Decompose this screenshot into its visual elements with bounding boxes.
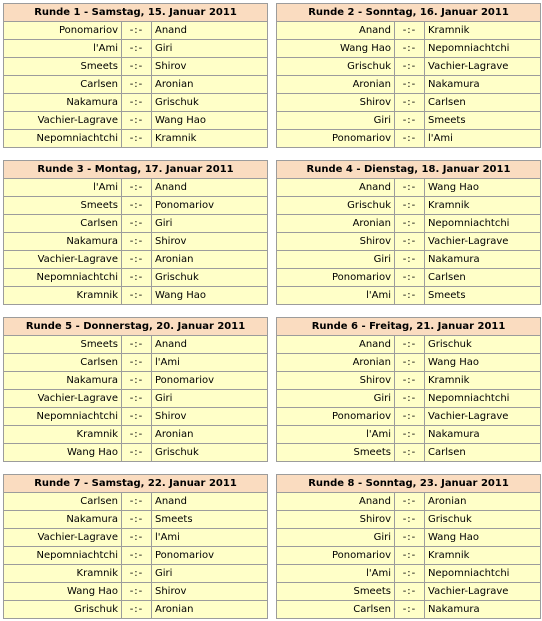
- black-player: Giri: [152, 215, 268, 233]
- white-player: Giri: [277, 390, 395, 408]
- round-table: [3, 474, 268, 619]
- game-score: -:-: [395, 547, 425, 565]
- game-score: -:-: [122, 426, 152, 444]
- game-score: -:-: [122, 444, 152, 462]
- game-row: [4, 215, 268, 233]
- game-score: -:-: [122, 130, 152, 148]
- game-score: -:-: [122, 94, 152, 112]
- round-table: [3, 160, 268, 305]
- game-row: [277, 511, 541, 529]
- round-table: [276, 317, 541, 462]
- game-row: [277, 215, 541, 233]
- game-score: -:-: [395, 40, 425, 58]
- game-row: [4, 426, 268, 444]
- game-row: [277, 408, 541, 426]
- game-row: [4, 547, 268, 565]
- black-player: Wang Hao: [425, 529, 541, 547]
- black-player: Grischuk: [152, 269, 268, 287]
- black-player: Anand: [152, 336, 268, 354]
- white-player: Kramnik: [4, 565, 122, 583]
- white-player: Wang Hao: [277, 40, 395, 58]
- game-row: [277, 583, 541, 601]
- game-row: [277, 179, 541, 197]
- game-score: -:-: [122, 58, 152, 76]
- black-player: Nepomniachtchi: [425, 215, 541, 233]
- white-player: Ponomariov: [277, 269, 395, 287]
- game-score: -:-: [395, 58, 425, 76]
- game-row: [277, 372, 541, 390]
- white-player: Ponomariov: [277, 547, 395, 565]
- white-player: l'Ami: [277, 565, 395, 583]
- game-row: [4, 130, 268, 148]
- black-player: Nepomniachtchi: [425, 390, 541, 408]
- game-row: [277, 197, 541, 215]
- black-player: Shirov: [152, 583, 268, 601]
- black-player: Kramnik: [425, 372, 541, 390]
- round-table: [276, 474, 541, 619]
- game-row: [4, 601, 268, 619]
- white-player: Wang Hao: [4, 444, 122, 462]
- round-table: [3, 3, 268, 148]
- round-title: Runde 2 - Sonntag, 16. Januar 2011: [277, 4, 541, 22]
- game-score: -:-: [122, 269, 152, 287]
- game-score: -:-: [122, 179, 152, 197]
- game-row: [277, 493, 541, 511]
- white-player: Vachier-Lagrave: [4, 251, 122, 269]
- round-table: [3, 317, 268, 462]
- black-player: l'Ami: [425, 130, 541, 148]
- game-score: -:-: [395, 269, 425, 287]
- game-score: -:-: [122, 197, 152, 215]
- game-row: [277, 269, 541, 287]
- white-player: Carlsen: [4, 493, 122, 511]
- round-title: Runde 6 - Freitag, 21. Januar 2011: [277, 318, 541, 336]
- white-player: Vachier-Lagrave: [4, 390, 122, 408]
- black-player: Aronian: [152, 76, 268, 94]
- white-player: Nakamura: [4, 372, 122, 390]
- game-row: [4, 22, 268, 40]
- game-score: -:-: [395, 94, 425, 112]
- game-score: -:-: [122, 251, 152, 269]
- game-score: -:-: [122, 547, 152, 565]
- white-player: Kramnik: [4, 426, 122, 444]
- game-row: [277, 130, 541, 148]
- round-table: [276, 3, 541, 148]
- white-player: Anand: [277, 336, 395, 354]
- white-player: Vachier-Lagrave: [4, 112, 122, 130]
- round-title: Runde 3 - Montag, 17. Januar 2011: [4, 161, 268, 179]
- game-score: -:-: [395, 408, 425, 426]
- white-player: Ponomariov: [277, 408, 395, 426]
- white-player: Nakamura: [4, 94, 122, 112]
- black-player: Shirov: [152, 408, 268, 426]
- black-player: Nepomniachtchi: [425, 40, 541, 58]
- game-score: -:-: [122, 372, 152, 390]
- white-player: Grischuk: [4, 601, 122, 619]
- black-player: l'Ami: [152, 354, 268, 372]
- white-player: Anand: [277, 179, 395, 197]
- game-score: -:-: [122, 112, 152, 130]
- game-row: [4, 583, 268, 601]
- white-player: l'Ami: [4, 40, 122, 58]
- game-row: [4, 112, 268, 130]
- black-player: Vachier-Lagrave: [425, 233, 541, 251]
- black-player: Grischuk: [152, 444, 268, 462]
- white-player: Shirov: [277, 233, 395, 251]
- game-score: -:-: [122, 601, 152, 619]
- game-row: [277, 444, 541, 462]
- game-row: [4, 94, 268, 112]
- black-player: Ponomariov: [152, 547, 268, 565]
- white-player: Anand: [277, 22, 395, 40]
- white-player: Smeets: [4, 336, 122, 354]
- black-player: Smeets: [152, 511, 268, 529]
- game-row: [277, 58, 541, 76]
- game-score: -:-: [122, 529, 152, 547]
- game-row: [4, 354, 268, 372]
- white-player: Nakamura: [4, 233, 122, 251]
- white-player: Smeets: [4, 58, 122, 76]
- game-score: -:-: [395, 197, 425, 215]
- white-player: Grischuk: [277, 58, 395, 76]
- round-title: Runde 5 - Donnerstag, 20. Januar 2011: [4, 318, 268, 336]
- game-score: -:-: [395, 22, 425, 40]
- black-player: Smeets: [425, 287, 541, 305]
- white-player: l'Ami: [4, 179, 122, 197]
- white-player: Carlsen: [4, 215, 122, 233]
- game-score: -:-: [395, 601, 425, 619]
- game-score: -:-: [122, 233, 152, 251]
- round-title: Runde 4 - Dienstag, 18. Januar 2011: [277, 161, 541, 179]
- game-row: [277, 94, 541, 112]
- black-player: Ponomariov: [152, 372, 268, 390]
- black-player: Carlsen: [425, 94, 541, 112]
- black-player: l'Ami: [152, 529, 268, 547]
- game-row: [4, 390, 268, 408]
- black-player: Shirov: [152, 58, 268, 76]
- game-score: -:-: [122, 354, 152, 372]
- black-player: Nakamura: [425, 76, 541, 94]
- white-player: Giri: [277, 529, 395, 547]
- black-player: Kramnik: [425, 547, 541, 565]
- game-row: [277, 76, 541, 94]
- game-row: [4, 287, 268, 305]
- white-player: Shirov: [277, 511, 395, 529]
- black-player: Aronian: [152, 426, 268, 444]
- black-player: Grischuk: [425, 511, 541, 529]
- black-player: Vachier-Lagrave: [425, 58, 541, 76]
- game-row: [4, 40, 268, 58]
- white-player: Grischuk: [277, 197, 395, 215]
- round-table: [276, 160, 541, 305]
- game-score: -:-: [395, 287, 425, 305]
- black-player: Kramnik: [425, 197, 541, 215]
- white-player: Ponomariov: [4, 22, 122, 40]
- black-player: Anand: [152, 179, 268, 197]
- round-title: Runde 7 - Samstag, 22. Januar 2011: [4, 475, 268, 493]
- white-player: Aronian: [277, 76, 395, 94]
- white-player: Nepomniachtchi: [4, 547, 122, 565]
- white-player: Giri: [277, 251, 395, 269]
- black-player: Grischuk: [425, 336, 541, 354]
- white-player: Kramnik: [4, 287, 122, 305]
- black-player: Kramnik: [152, 130, 268, 148]
- game-row: [277, 426, 541, 444]
- white-player: Aronian: [277, 354, 395, 372]
- white-player: Nakamura: [4, 511, 122, 529]
- black-player: Carlsen: [425, 269, 541, 287]
- round-title: Runde 1 - Samstag, 15. Januar 2011: [4, 4, 268, 22]
- game-score: -:-: [395, 112, 425, 130]
- white-player: Carlsen: [277, 601, 395, 619]
- game-row: [277, 354, 541, 372]
- black-player: Anand: [152, 493, 268, 511]
- game-score: -:-: [395, 251, 425, 269]
- white-player: Shirov: [277, 372, 395, 390]
- game-score: -:-: [395, 583, 425, 601]
- black-player: Giri: [152, 565, 268, 583]
- game-row: [4, 444, 268, 462]
- black-player: Kramnik: [425, 22, 541, 40]
- white-player: Smeets: [277, 444, 395, 462]
- game-score: -:-: [122, 511, 152, 529]
- game-row: [277, 547, 541, 565]
- game-score: -:-: [395, 390, 425, 408]
- game-row: [4, 179, 268, 197]
- game-row: [277, 251, 541, 269]
- white-player: Carlsen: [4, 354, 122, 372]
- game-row: [4, 336, 268, 354]
- white-player: Giri: [277, 112, 395, 130]
- game-row: [277, 390, 541, 408]
- game-row: [4, 493, 268, 511]
- black-player: Vachier-Lagrave: [425, 408, 541, 426]
- black-player: Nakamura: [425, 601, 541, 619]
- white-player: Nepomniachtchi: [4, 269, 122, 287]
- game-row: [4, 408, 268, 426]
- game-row: [277, 233, 541, 251]
- game-score: -:-: [395, 493, 425, 511]
- game-row: [4, 565, 268, 583]
- white-player: Vachier-Lagrave: [4, 529, 122, 547]
- game-row: [4, 233, 268, 251]
- game-row: [4, 511, 268, 529]
- black-player: Vachier-Lagrave: [425, 583, 541, 601]
- game-score: -:-: [122, 336, 152, 354]
- white-player: l'Ami: [277, 426, 395, 444]
- white-player: Smeets: [277, 583, 395, 601]
- game-score: -:-: [395, 426, 425, 444]
- game-score: -:-: [122, 390, 152, 408]
- game-score: -:-: [122, 287, 152, 305]
- game-score: -:-: [395, 76, 425, 94]
- game-row: [4, 197, 268, 215]
- game-score: -:-: [122, 215, 152, 233]
- black-player: Aronian: [152, 601, 268, 619]
- black-player: Giri: [152, 390, 268, 408]
- game-score: -:-: [122, 22, 152, 40]
- black-player: Ponomariov: [152, 197, 268, 215]
- game-row: [277, 112, 541, 130]
- game-row: [4, 529, 268, 547]
- game-row: [4, 251, 268, 269]
- white-player: Smeets: [4, 197, 122, 215]
- game-row: [277, 565, 541, 583]
- black-player: Giri: [152, 40, 268, 58]
- game-row: [4, 58, 268, 76]
- white-player: Carlsen: [4, 76, 122, 94]
- game-score: -:-: [395, 130, 425, 148]
- game-score: -:-: [395, 336, 425, 354]
- white-player: Ponomariov: [277, 130, 395, 148]
- black-player: Anand: [152, 22, 268, 40]
- black-player: Wang Hao: [152, 287, 268, 305]
- game-score: -:-: [395, 529, 425, 547]
- game-row: [277, 529, 541, 547]
- white-player: Nepomniachtchi: [4, 408, 122, 426]
- game-score: -:-: [395, 354, 425, 372]
- black-player: Smeets: [425, 112, 541, 130]
- white-player: Nepomniachtchi: [4, 130, 122, 148]
- black-player: Aronian: [152, 251, 268, 269]
- white-player: Aronian: [277, 215, 395, 233]
- game-score: -:-: [122, 408, 152, 426]
- black-player: Wang Hao: [152, 112, 268, 130]
- game-score: -:-: [122, 583, 152, 601]
- game-score: -:-: [122, 76, 152, 94]
- game-score: -:-: [395, 565, 425, 583]
- black-player: Nakamura: [425, 251, 541, 269]
- game-row: [4, 269, 268, 287]
- black-player: Wang Hao: [425, 179, 541, 197]
- black-player: Grischuk: [152, 94, 268, 112]
- white-player: Anand: [277, 493, 395, 511]
- white-player: l'Ami: [277, 287, 395, 305]
- game-row: [277, 336, 541, 354]
- game-row: [277, 22, 541, 40]
- game-score: -:-: [395, 511, 425, 529]
- game-row: [4, 76, 268, 94]
- black-player: Aronian: [425, 493, 541, 511]
- game-row: [4, 372, 268, 390]
- game-score: -:-: [395, 444, 425, 462]
- game-row: [277, 40, 541, 58]
- game-score: -:-: [395, 233, 425, 251]
- black-player: Carlsen: [425, 444, 541, 462]
- black-player: Wang Hao: [425, 354, 541, 372]
- white-player: Wang Hao: [4, 583, 122, 601]
- game-score: -:-: [122, 40, 152, 58]
- game-score: -:-: [122, 493, 152, 511]
- black-player: Shirov: [152, 233, 268, 251]
- game-score: -:-: [395, 215, 425, 233]
- game-row: [277, 287, 541, 305]
- black-player: Nakamura: [425, 426, 541, 444]
- black-player: Nepomniachtchi: [425, 565, 541, 583]
- game-row: [277, 601, 541, 619]
- round-title: Runde 8 - Sonntag, 23. Januar 2011: [277, 475, 541, 493]
- white-player: Shirov: [277, 94, 395, 112]
- game-score: -:-: [395, 372, 425, 390]
- game-score: -:-: [395, 179, 425, 197]
- game-score: -:-: [122, 565, 152, 583]
